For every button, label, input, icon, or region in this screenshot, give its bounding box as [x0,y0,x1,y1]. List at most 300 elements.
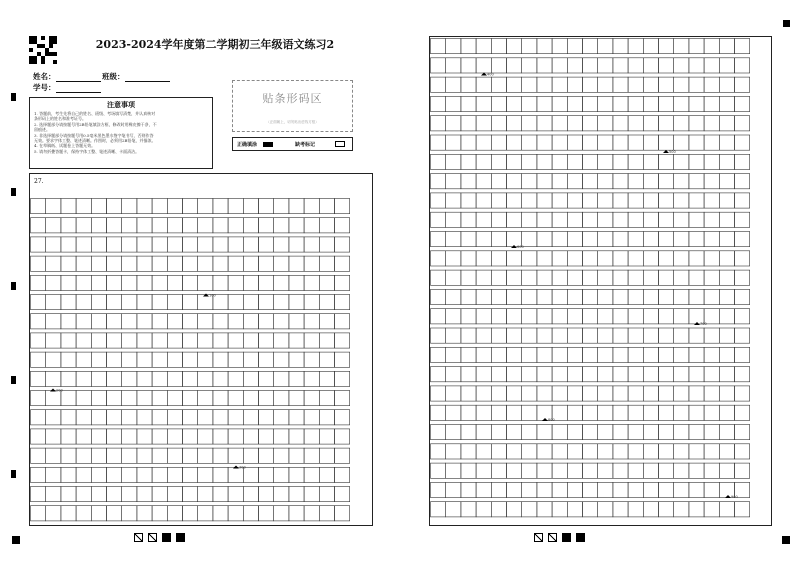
grid-cell[interactable] [446,347,461,362]
grid-cell[interactable] [137,410,152,425]
grid-cell[interactable] [476,251,491,266]
grid-cell[interactable] [704,154,719,169]
grid-cell[interactable] [31,487,46,502]
grid-cell[interactable] [704,96,719,111]
grid-cell[interactable] [289,256,304,271]
grid-cell[interactable] [107,410,122,425]
grid-cell[interactable] [431,58,446,73]
grid-cell[interactable] [735,328,750,343]
grid-cell[interactable] [643,367,658,382]
grid-cell[interactable] [31,256,46,271]
grid-cell[interactable] [183,487,198,502]
grid-cell[interactable] [567,116,582,131]
grid-cell[interactable] [431,116,446,131]
grid-cell[interactable] [674,116,689,131]
grid-cell[interactable] [122,506,137,521]
grid-cell[interactable] [461,135,476,150]
grid-cell[interactable] [431,270,446,285]
grid-cell[interactable] [152,506,167,521]
grid-cell[interactable] [507,386,522,401]
grid-cell[interactable] [243,352,258,367]
grid-cell[interactable] [719,289,734,304]
grid-cell[interactable] [567,77,582,92]
grid-cell[interactable] [183,391,198,406]
grid-cell[interactable] [335,218,350,233]
grid-cell[interactable] [289,275,304,290]
grid-cell[interactable] [476,328,491,343]
grid-cell[interactable] [537,444,552,459]
grid-cell[interactable] [507,482,522,497]
grid-cell[interactable] [107,448,122,463]
grid-cell[interactable] [735,444,750,459]
grid-cell[interactable] [598,251,613,266]
grid-cell[interactable] [46,429,61,444]
grid-cell[interactable] [552,289,567,304]
grid-cell[interactable] [522,482,537,497]
grid-cell[interactable] [228,352,243,367]
grid-cell[interactable] [446,232,461,247]
grid-cell[interactable] [689,367,704,382]
grid-cell[interactable] [674,502,689,517]
grid-cell[interactable] [567,386,582,401]
grid-cell[interactable] [274,295,289,310]
grid-cell[interactable] [613,174,628,189]
grid-cell[interactable] [522,135,537,150]
grid-cell[interactable] [304,314,319,329]
grid-cell[interactable] [259,429,274,444]
grid-cell[interactable] [507,270,522,285]
grid-cell[interactable] [552,116,567,131]
grid-cell[interactable] [674,270,689,285]
grid-cell[interactable] [152,448,167,463]
grid-cell[interactable] [522,77,537,92]
grid-cell[interactable] [431,367,446,382]
grid-cell[interactable] [446,39,461,54]
grid-cell[interactable] [228,256,243,271]
grid-cell[interactable] [659,135,674,150]
grid-cell[interactable] [719,463,734,478]
grid-cell[interactable] [674,193,689,208]
grid-cell[interactable] [319,314,334,329]
grid-cell[interactable] [259,275,274,290]
grid-cell[interactable] [76,448,91,463]
grid-cell[interactable] [507,251,522,266]
grid-cell[interactable] [583,58,598,73]
grid-cell[interactable] [689,77,704,92]
grid-cell[interactable] [643,251,658,266]
grid-cell[interactable] [643,58,658,73]
grid-cell[interactable] [243,487,258,502]
grid-cell[interactable] [183,237,198,252]
grid-cell[interactable] [476,367,491,382]
grid-cell[interactable] [107,237,122,252]
grid-cell[interactable] [507,289,522,304]
grid-cell[interactable] [319,467,334,482]
grid-cell[interactable] [719,386,734,401]
grid-cell[interactable] [319,333,334,348]
grid-cell[interactable] [335,295,350,310]
grid-cell[interactable] [567,405,582,420]
grid-cell[interactable] [319,410,334,425]
grid-cell[interactable] [476,444,491,459]
grid-cell[interactable] [522,116,537,131]
grid-cell[interactable] [507,193,522,208]
grid-cell[interactable] [228,275,243,290]
grid-cell[interactable] [613,444,628,459]
grid-cell[interactable] [583,154,598,169]
grid-cell[interactable] [304,256,319,271]
grid-cell[interactable] [689,482,704,497]
grid-cell[interactable] [228,314,243,329]
grid-cell[interactable] [274,429,289,444]
grid-cell[interactable] [431,96,446,111]
grid-cell[interactable] [213,237,228,252]
grid-cell[interactable] [259,391,274,406]
grid-cell[interactable] [537,77,552,92]
grid-cell[interactable] [152,352,167,367]
grid-cell[interactable] [719,116,734,131]
grid-cell[interactable] [259,218,274,233]
grid-cell[interactable] [76,429,91,444]
grid-cell[interactable] [552,58,567,73]
grid-cell[interactable] [198,314,213,329]
grid-cell[interactable] [107,429,122,444]
grid-cell[interactable] [213,467,228,482]
grid-cell[interactable] [567,174,582,189]
grid-cell[interactable] [628,270,643,285]
grid-cell[interactable] [507,367,522,382]
grid-cell[interactable] [335,467,350,482]
grid-cell[interactable] [461,328,476,343]
grid-cell[interactable] [689,502,704,517]
grid-cell[interactable] [446,193,461,208]
grid-cell[interactable] [735,367,750,382]
grid-cell[interactable] [522,270,537,285]
grid-cell[interactable] [243,448,258,463]
grid-cell[interactable] [704,135,719,150]
grid-cell[interactable] [183,314,198,329]
grid-cell[interactable] [598,309,613,324]
grid-cell[interactable] [461,367,476,382]
grid-cell[interactable] [431,174,446,189]
grid-cell[interactable] [152,314,167,329]
grid-cell[interactable] [674,289,689,304]
grid-cell[interactable] [91,199,106,214]
grid-cell[interactable] [659,463,674,478]
grid-cell[interactable] [461,289,476,304]
grid-cell[interactable] [213,199,228,214]
grid-cell[interactable] [319,295,334,310]
grid-cell[interactable] [213,333,228,348]
grid-cell[interactable] [476,154,491,169]
grid-cell[interactable] [704,405,719,420]
grid-cell[interactable] [319,487,334,502]
grid-cell[interactable] [335,199,350,214]
grid-cell[interactable] [598,425,613,440]
grid-cell[interactable] [335,429,350,444]
grid-cell[interactable] [461,251,476,266]
grid-cell[interactable] [274,199,289,214]
grid-cell[interactable] [431,482,446,497]
grid-cell[interactable] [552,386,567,401]
grid-cell[interactable] [31,295,46,310]
grid-cell[interactable] [31,218,46,233]
grid-cell[interactable] [491,212,506,227]
grid-cell[interactable] [431,193,446,208]
grid-cell[interactable] [537,328,552,343]
grid-cell[interactable] [243,237,258,252]
grid-cell[interactable] [643,270,658,285]
grid-cell[interactable] [461,270,476,285]
grid-cell[interactable] [704,58,719,73]
grid-cell[interactable] [643,154,658,169]
grid-cell[interactable] [689,289,704,304]
grid-cell[interactable] [552,251,567,266]
grid-cell[interactable] [659,309,674,324]
grid-cell[interactable] [446,386,461,401]
grid-cell[interactable] [198,237,213,252]
grid-cell[interactable] [628,502,643,517]
grid-cell[interactable] [446,444,461,459]
grid-cell[interactable] [689,39,704,54]
grid-cell[interactable] [167,467,182,482]
grid-cell[interactable] [274,391,289,406]
grid-cell[interactable] [583,212,598,227]
grid-cell[interactable] [431,347,446,362]
grid-cell[interactable] [689,135,704,150]
grid-cell[interactable] [598,212,613,227]
grid-cell[interactable] [507,39,522,54]
grid-cell[interactable] [491,347,506,362]
grid-cell[interactable] [228,467,243,482]
grid-cell[interactable] [446,405,461,420]
grid-cell[interactable] [476,212,491,227]
grid-cell[interactable] [598,328,613,343]
grid-cell[interactable] [319,429,334,444]
grid-cell[interactable] [507,347,522,362]
grid-cell[interactable] [476,386,491,401]
grid-cell[interactable] [228,506,243,521]
grid-cell[interactable] [122,295,137,310]
grid-cell[interactable] [198,218,213,233]
grid-cell[interactable] [491,270,506,285]
grid-cell[interactable] [552,174,567,189]
grid-cell[interactable] [122,429,137,444]
grid-cell[interactable] [91,256,106,271]
grid-cell[interactable] [704,116,719,131]
grid-cell[interactable] [198,448,213,463]
grid-cell[interactable] [537,347,552,362]
grid-cell[interactable] [476,96,491,111]
grid-cell[interactable] [446,77,461,92]
grid-cell[interactable] [289,218,304,233]
grid-cell[interactable] [446,309,461,324]
grid-cell[interactable] [735,405,750,420]
grid-cell[interactable] [61,467,76,482]
grid-cell[interactable] [643,463,658,478]
grid-cell[interactable] [319,256,334,271]
grid-cell[interactable] [152,275,167,290]
grid-cell[interactable] [735,58,750,73]
grid-cell[interactable] [507,116,522,131]
grid-cell[interactable] [613,347,628,362]
grid-cell[interactable] [137,506,152,521]
grid-cell[interactable] [735,77,750,92]
grid-cell[interactable] [198,410,213,425]
grid-cell[interactable] [643,386,658,401]
grid-cell[interactable] [289,467,304,482]
grid-cell[interactable] [704,289,719,304]
grid-cell[interactable] [674,154,689,169]
grid-cell[interactable] [335,314,350,329]
grid-cell[interactable] [304,467,319,482]
grid-cell[interactable] [122,448,137,463]
grid-cell[interactable] [507,425,522,440]
grid-cell[interactable] [552,367,567,382]
grid-cell[interactable] [461,154,476,169]
grid-cell[interactable] [289,429,304,444]
grid-cell[interactable] [537,463,552,478]
grid-cell[interactable] [335,275,350,290]
grid-cell[interactable] [689,425,704,440]
grid-cell[interactable] [61,391,76,406]
grid-cell[interactable] [719,135,734,150]
grid-cell[interactable] [735,116,750,131]
grid-cell[interactable] [461,386,476,401]
grid-cell[interactable] [659,58,674,73]
grid-cell[interactable] [76,352,91,367]
grid-cell[interactable] [91,391,106,406]
grid-cell[interactable] [704,444,719,459]
grid-cell[interactable] [259,237,274,252]
grid-cell[interactable] [91,448,106,463]
grid-cell[interactable] [91,218,106,233]
grid-cell[interactable] [491,502,506,517]
grid-cell[interactable] [522,386,537,401]
grid-cell[interactable] [659,482,674,497]
grid-cell[interactable] [583,289,598,304]
grid-cell[interactable] [643,174,658,189]
grid-cell[interactable] [461,502,476,517]
grid-cell[interactable] [491,154,506,169]
grid-cell[interactable] [304,237,319,252]
grid-cell[interactable] [552,328,567,343]
grid-cell[interactable] [183,256,198,271]
grid-cell[interactable] [76,371,91,386]
grid-cell[interactable] [198,199,213,214]
grid-cell[interactable] [31,352,46,367]
grid-cell[interactable] [704,328,719,343]
grid-cell[interactable] [259,448,274,463]
grid-cell[interactable] [613,116,628,131]
grid-cell[interactable] [61,199,76,214]
grid-cell[interactable] [213,314,228,329]
grid-cell[interactable] [431,309,446,324]
grid-cell[interactable] [274,448,289,463]
grid-cell[interactable] [583,116,598,131]
grid-cell[interactable] [659,77,674,92]
grid-cell[interactable] [659,347,674,362]
grid-cell[interactable] [446,58,461,73]
grid-cell[interactable] [137,391,152,406]
grid-cell[interactable] [491,405,506,420]
grid-cell[interactable] [183,467,198,482]
grid-cell[interactable] [643,425,658,440]
grid-cell[interactable] [46,275,61,290]
grid-cell[interactable] [431,251,446,266]
grid-cell[interactable] [228,448,243,463]
grid-cell[interactable] [107,275,122,290]
grid-cell[interactable] [431,135,446,150]
grid-cell[interactable] [537,289,552,304]
grid-cell[interactable] [198,275,213,290]
grid-cell[interactable] [259,410,274,425]
grid-cell[interactable] [431,463,446,478]
grid-cell[interactable] [476,425,491,440]
grid-cell[interactable] [289,371,304,386]
grid-cell[interactable] [704,386,719,401]
grid-cell[interactable] [537,482,552,497]
grid-cell[interactable] [522,309,537,324]
grid-cell[interactable] [643,405,658,420]
grid-cell[interactable] [719,270,734,285]
grid-cell[interactable] [198,352,213,367]
grid-cell[interactable] [319,371,334,386]
grid-cell[interactable] [567,96,582,111]
grid-cell[interactable] [628,135,643,150]
grid-cell[interactable] [304,352,319,367]
grid-cell[interactable] [643,502,658,517]
grid-cell[interactable] [76,275,91,290]
grid-cell[interactable] [583,77,598,92]
grid-cell[interactable] [522,425,537,440]
grid-cell[interactable] [183,448,198,463]
grid-cell[interactable] [552,309,567,324]
grid-cell[interactable] [289,410,304,425]
grid-cell[interactable] [137,256,152,271]
grid-cell[interactable] [461,232,476,247]
grid-cell[interactable] [167,410,182,425]
grid-cell[interactable] [137,275,152,290]
grid-cell[interactable] [137,467,152,482]
grid-cell[interactable] [704,39,719,54]
grid-cell[interactable] [507,174,522,189]
grid-cell[interactable] [228,199,243,214]
grid-cell[interactable] [583,135,598,150]
grid-cell[interactable] [476,116,491,131]
grid-cell[interactable] [91,506,106,521]
grid-cell[interactable] [461,58,476,73]
grid-cell[interactable] [137,333,152,348]
grid-cell[interactable] [167,333,182,348]
grid-cell[interactable] [491,58,506,73]
grid-cell[interactable] [61,256,76,271]
grid-cell[interactable] [735,96,750,111]
grid-cell[interactable] [243,410,258,425]
grid-cell[interactable] [674,347,689,362]
grid-cell[interactable] [335,448,350,463]
grid-cell[interactable] [628,232,643,247]
grid-cell[interactable] [598,347,613,362]
grid-cell[interactable] [522,232,537,247]
grid-cell[interactable] [243,199,258,214]
grid-cell[interactable] [107,352,122,367]
grid-cell[interactable] [46,467,61,482]
grid-cell[interactable] [167,487,182,502]
grid-cell[interactable] [704,77,719,92]
grid-cell[interactable] [183,429,198,444]
grid-cell[interactable] [76,237,91,252]
